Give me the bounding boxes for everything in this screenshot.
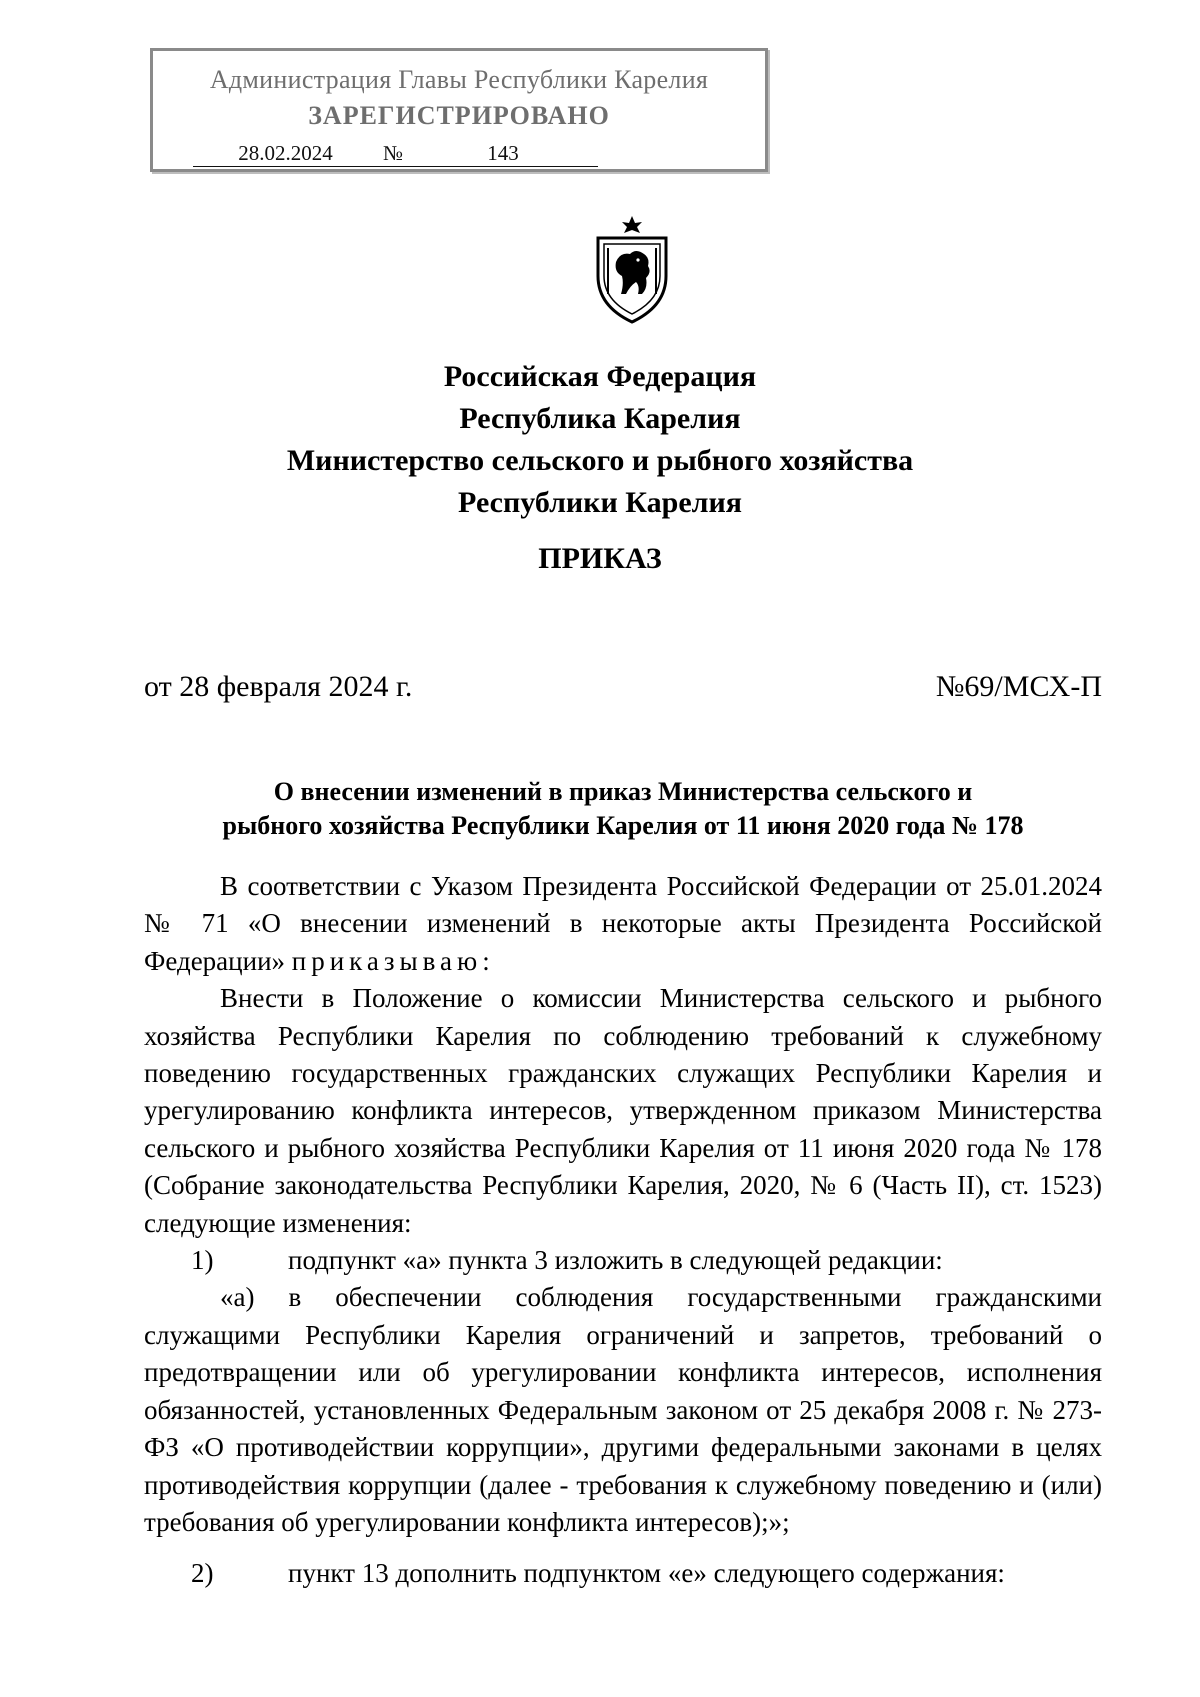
preamble-text: В соответствии с Указом Президента Российской Федерации от 25.01.2024 № 71 «О внесении изменений в некоторые акты Президента Российской Федерации» (144, 871, 1102, 976)
order-date: от 28 февраля 2024 г. (144, 670, 413, 703)
stamp-number-sign: № (378, 141, 408, 167)
order-number: №69/МСХ-П (935, 670, 1102, 703)
order-subject-line-1: О внесении изменений в приказ Министерства сельского и (273, 777, 973, 806)
list-item-1 (144, 1242, 1102, 1279)
document-type-title: ПРИКАЗ (538, 542, 662, 575)
header-ministry: Министерство сельского и рыбного хозяйства (286, 444, 914, 477)
prikazyvayu-word: приказываю: (291, 945, 495, 976)
karelia-coat-of-arms-icon (586, 214, 678, 326)
header-country: Российская Федерация (443, 360, 757, 393)
registration-stamp (150, 48, 768, 172)
list-item-2-text: пункт 13 дополнить подпунктом «е» следующего содержания: (288, 1558, 1005, 1589)
list-item-2-number: 2) (191, 1558, 214, 1589)
list-item-1-number: 1) (191, 1245, 214, 1276)
order-body (144, 868, 1102, 1593)
preamble-paragraph (144, 868, 1102, 980)
list-item-1-text: подпункт «а» пункта 3 изложить в следующей редакции: (288, 1245, 943, 1276)
stamp-authority: Администрация Главы Республики Карелия (209, 65, 709, 94)
header-republic: Республика Карелия (459, 402, 741, 435)
stamp-date: 28.02.2024 (193, 141, 378, 167)
order-subject-line-2: рыбного хозяйства Республики Карелия от 11 июня 2020 года № 178 (222, 811, 1024, 840)
list-item-2 (144, 1555, 1102, 1592)
header-ministry-republic: Республики Карелия (458, 486, 742, 519)
stamp-registered: ЗАРЕГИСТРИРОВАНО (308, 101, 610, 130)
main-paragraph: Внести в Положение о комиссии Министерства сельского и рыбного хозяйства Республики Карелия по соблюдению требований к служебному поведению государственных гражданских служащих Республики Карелия и урегулированию конфликта интересов, утвержденном приказом Министерства сельского и рыбного хозяйства Республики Карелия от 11 июня 2020 года № 178 (Собрание законодательства Республики Карелия, 2020, № 6 (Часть II), ст. 1523) следующие изменения: (144, 983, 1102, 1238)
quoted-amendment: «а) в обеспечении соблюдения государственными гражданскими служащими Республики Карелия ограничений и запретов, требований о предотвращении или об урегулировании конфликта интересов, исполнения обязанностей, установленных Федеральным законом от 25 декабря 2008 г. № 273-ФЗ «О противодействии коррупции», другими федеральными законами в целях противодействия коррупции (далее - требования к служебному поведению и (или) требования об урегулировании конфликта интересов);»; (144, 1282, 1102, 1537)
stamp-number: 143 (408, 141, 598, 167)
spacer (144, 1541, 1102, 1555)
stamp-registration-line (193, 141, 753, 167)
